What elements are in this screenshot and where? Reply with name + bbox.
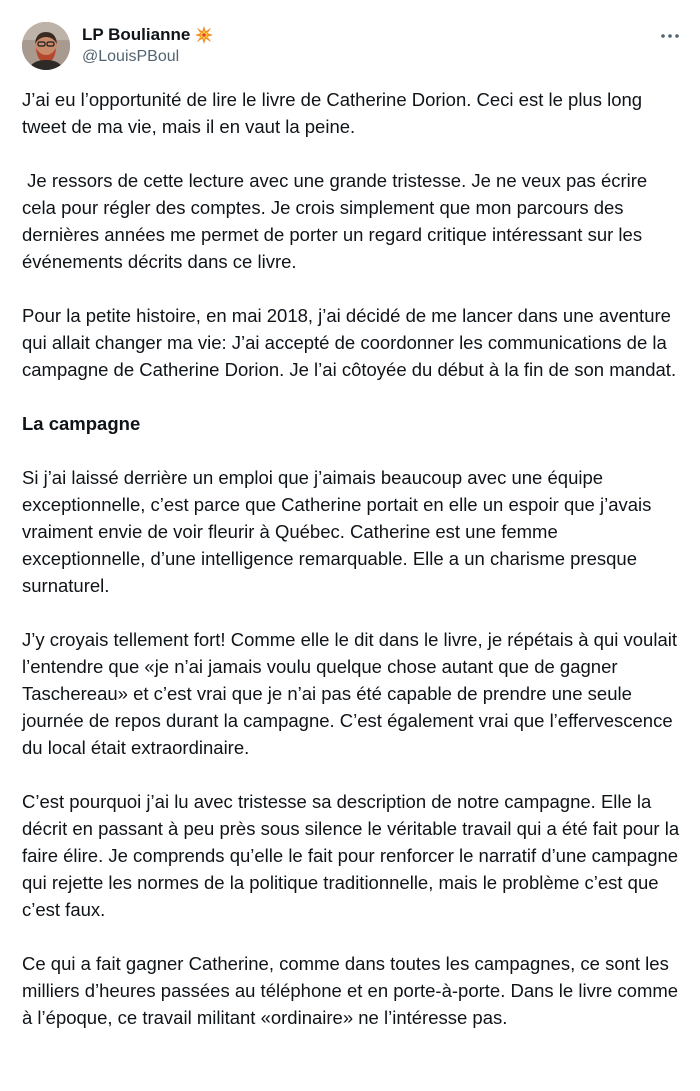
section-heading: La campagne [22,413,141,434]
tweet-header [22,22,682,72]
handle[interactable]: @LouisPBoul [82,48,180,65]
tweet-paragraph: Ce qui a fait gagner Catherine, comme dans toutes les campagnes, ce sont les milliers d’heures passées au téléphone et en porte-à-porte. Dans le livre comme à l’époque, ce travail militant «ordinaire» ne l’intéresse pas. [22,953,679,1028]
display-name[interactable]: LP Boulianne [82,25,191,44]
author-names [82,24,213,70]
tweet-body [22,86,682,1058]
collision-burst-icon [195,26,213,44]
tweet-paragraph: Pour la petite histoire, en mai 2018, j’ai décidé de me lancer dans une aventure qui allait changer ma vie: J’ai accepté de coordonner les communications de la campagne de Catherine Dorion. Je l’ai côtoyée du début à la fin de son mandat. [22,305,677,380]
avatar[interactable] [22,22,70,70]
tweet-paragraph: J’ai eu l’opportunité de lire le livre de Catherine Dorion. Ceci est le plus long tweet de ma vie, mais il en vaut la peine. [22,89,643,137]
avatar-photo-icon [22,22,70,70]
tweet-paragraph: J’y croyais tellement fort! Comme elle le dit dans le livre, je répétais à qui voulait l’entendre que «je n’ai jamais voulu quelque chose autant que de gagner Taschereau» et c’est vrai que je n’ai pas été capable de prendre une seule journée de repos durant la campagne. C’est également vrai que l’effervescence du local était extraordinaire. [22,629,677,758]
tweet-paragraph: C’est pourquoi j’ai lu avec tristesse sa description de notre campagne. Elle la décrit en passant à peu près sous silence le véritable travail qui a été fait pour la faire élire. Je comprends qu’elle le fait pour renforcer le narratif d’une campagne qui rejette les normes de la politique traditionnelle, mais le problème c’est que c’est faux. [22,791,680,920]
tweet-paragraph: Je ressors de cette lecture avec une grande tristesse. Je ne veux pas écrire cela pour régler des comptes. Je crois simplement que mon parcours des dernières années me permet de porter un regard critique intéressant sur les événements décrits dans ce livre. [22,170,653,272]
tweet-paragraph: Si j’ai laissé derrière un emploi que j’aimais beaucoup avec une équipe exceptionnelle, c’est parce que Catherine portait en elle un espoir que j’avais vraiment envie de voir fleurir à Québec. Catherine est une femme exceptionnelle, d’une intelligence remarquable. Elle a un charisme presque surnaturel. [22,467,652,596]
display-name-row [82,24,213,46]
more-horizontal-icon[interactable] [658,26,682,46]
